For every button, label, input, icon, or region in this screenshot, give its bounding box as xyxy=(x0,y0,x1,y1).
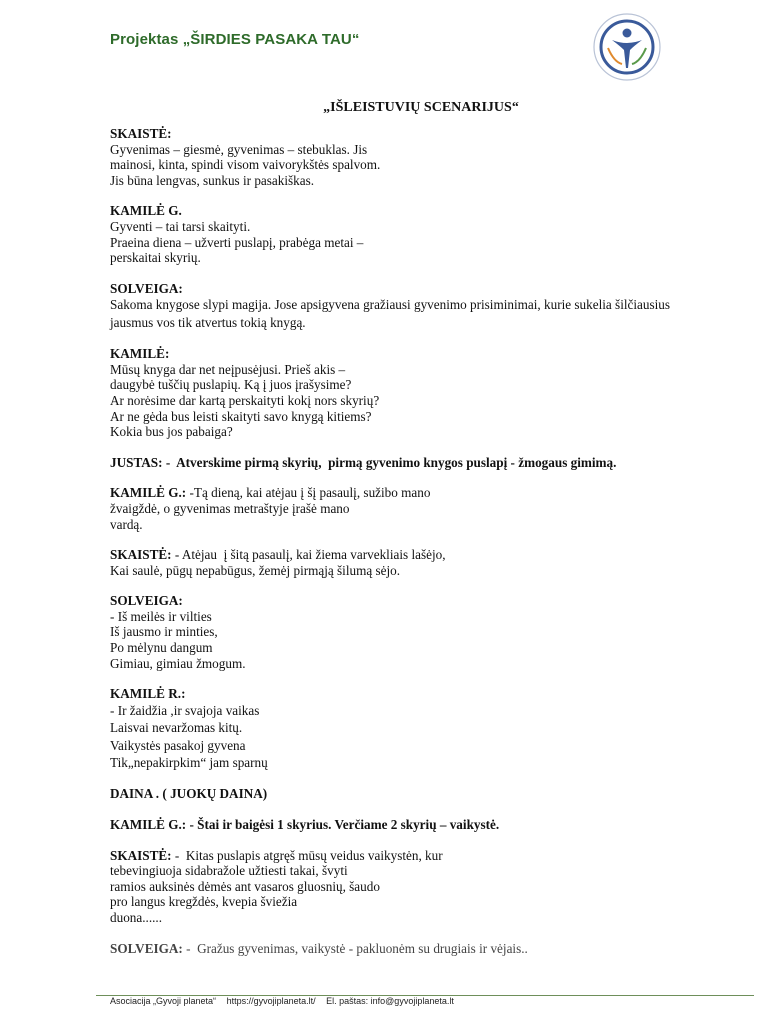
dialogue-line: perskaitai skyrių. xyxy=(110,250,201,266)
dialogue-line xyxy=(110,485,730,501)
speaker-name: SKAISTĖ: xyxy=(110,547,172,563)
dialogue-block xyxy=(110,848,730,926)
speaker-name: SKAISTĖ: xyxy=(110,126,172,141)
script-content xyxy=(110,126,730,971)
dialogue-block xyxy=(110,126,730,188)
dialogue-block xyxy=(110,203,730,265)
dialogue-line: Ar ne gėda bus leisti skaityti savo knygą kitiems? xyxy=(110,408,372,424)
dialogue-line: daugybė tuščių puslapių. Ką į juos įrašysime? xyxy=(110,377,352,393)
dialogue-block xyxy=(110,485,730,532)
speaker-name: KAMILĖ: xyxy=(110,346,170,362)
dialogue-line xyxy=(110,941,730,957)
dialogue-block xyxy=(110,346,730,440)
dialogue-line: Kokia bus jos pabaiga? xyxy=(110,424,233,440)
speaker-name: SOLVEIGA: xyxy=(110,593,183,609)
speaker-name: KAMILĖ G.: xyxy=(110,485,187,501)
dialogue-line: Tik„nepakirpkim“ jam sparnų xyxy=(110,755,268,771)
dialogue-line: pro langus kregždės, kvepia šviežia xyxy=(110,894,298,910)
dialogue-line xyxy=(110,848,730,864)
speaker-name: SKAISTĖ: xyxy=(110,847,172,863)
dialogue-block xyxy=(110,593,730,671)
dialogue-line: Gimiau, gimiau žmogum. xyxy=(110,655,246,671)
dialogue-block xyxy=(110,281,730,331)
dialogue-line: Po mėlynu dangum xyxy=(110,640,213,656)
dialogue-line: Jis būna lengvas, sunkus ir pasakiškas. xyxy=(110,172,315,188)
dialogue-line: - Iš meilės ir vilties xyxy=(110,608,212,624)
dialogue-line: vardą. xyxy=(110,516,143,532)
dialogue-line xyxy=(110,547,730,563)
dialogue-block xyxy=(110,547,730,578)
dialogue-block xyxy=(110,817,730,833)
dialogue-text: - Gražus gyvenimas, vaikystė - pakluonėm su drugiais ir vėjais.. xyxy=(182,940,528,956)
footer-email[interactable]: El. paštas: info@gyvojiplaneta.lt xyxy=(326,996,454,1006)
speaker-name: KAMILĖ G. xyxy=(110,203,182,219)
speaker-name: SOLVEIGA: xyxy=(110,280,183,296)
dialogue-line: - Ir žaidžia ,ir svajoja vaikas xyxy=(110,702,260,718)
dialogue-line: Ar norėsime dar kartą perskaityti kokį nors skyrių? xyxy=(110,392,380,408)
dialogue-block xyxy=(110,455,730,471)
organization-logo-icon xyxy=(592,12,662,82)
dialogue-line: Praeina diena – užverti puslapį, prabėga metai – xyxy=(110,234,364,250)
dialogue-line: Mūsų knyga dar net neįpusėjusi. Prieš akis – xyxy=(110,361,346,377)
footer-website-link[interactable]: https://gyvojiplaneta.lt/ xyxy=(226,996,316,1006)
dialogue-line: Kai saulė, pūgų nepabūgus, žemėj pirmąją šilumą sėjo. xyxy=(110,562,401,578)
song-title: DAINA . ( JUOKŲ DAINA) xyxy=(110,786,268,802)
dialogue-line: jausmus vos tik atvertus tokią knygą. xyxy=(110,314,306,330)
dialogue-line: Iš jausmo ir minties, xyxy=(110,624,218,640)
chapter-announcement: KAMILĖ G.: - Štai ir baigėsi 1 skyrius. Verčiame 2 skyrių – vaikystė. xyxy=(110,817,500,833)
dialogue-line: duona...... xyxy=(110,910,163,926)
dialogue-line xyxy=(110,455,730,471)
dialogue-text: - Atėjau į šitą pasaulį, kai žiema varvekliais lašėjo, xyxy=(171,547,446,563)
dialogue-line: ramios auksinės dėmės ant vasaros gluosnių, šaudo xyxy=(110,878,380,894)
dialogue-line: tebevingiuoja sidabražole užtiesti takai, švyti xyxy=(110,863,348,879)
dialogue-block xyxy=(110,941,730,957)
dialogue-block xyxy=(110,686,730,771)
dialogue-block xyxy=(110,786,730,802)
dialogue-line: žvaigždė, o gyvenimas metraštyje įrašė mano xyxy=(110,500,350,516)
speaker-name: SOLVEIGA: xyxy=(110,940,183,956)
footer-organization: Asociacija „Gyvoji planeta“ xyxy=(110,996,217,1006)
dialogue-text: - Kitas puslapis atgręš mūsų veidus vaikystėn, kur xyxy=(171,847,443,863)
document-title: „IŠLEISTUVIŲ SCENARIJUS“ xyxy=(323,100,519,115)
dialogue-line: Gyvenimas – giesmė, gyvenimas – stebuklas. Jis xyxy=(110,141,368,157)
dialogue-line: mainosi, kinta, spindi visom vaivorykštės spalvom. xyxy=(110,157,381,173)
footer xyxy=(110,996,462,1006)
dialogue-line: Sakoma knygose slypi magija. Jose apsigyvena gražiausi gyvenimo prisiminimai, kurie sukelia šilčiausius xyxy=(110,297,671,313)
dialogue-line: Vaikystės pasakoj gyvena xyxy=(110,737,246,753)
dialogue-text: Atverskime pirmą skyrių, pirmą gyvenimo knygos puslapį - žmogaus gimimą. xyxy=(170,454,617,470)
speaker-name: KAMILĖ R.: xyxy=(110,686,186,702)
dialogue-line: Gyventi – tai tarsi skaityti. xyxy=(110,218,251,234)
dialogue-line: Laisvai nevaržomas kitų. xyxy=(110,720,243,736)
dialogue-text: -Tą dieną, kai atėjau į šį pasaulį, sužibo mano xyxy=(186,485,431,501)
speaker-name: JUSTAS: - xyxy=(110,454,171,470)
project-title: Projektas „ŠIRDIES PASAKA TAU“ xyxy=(110,31,360,48)
